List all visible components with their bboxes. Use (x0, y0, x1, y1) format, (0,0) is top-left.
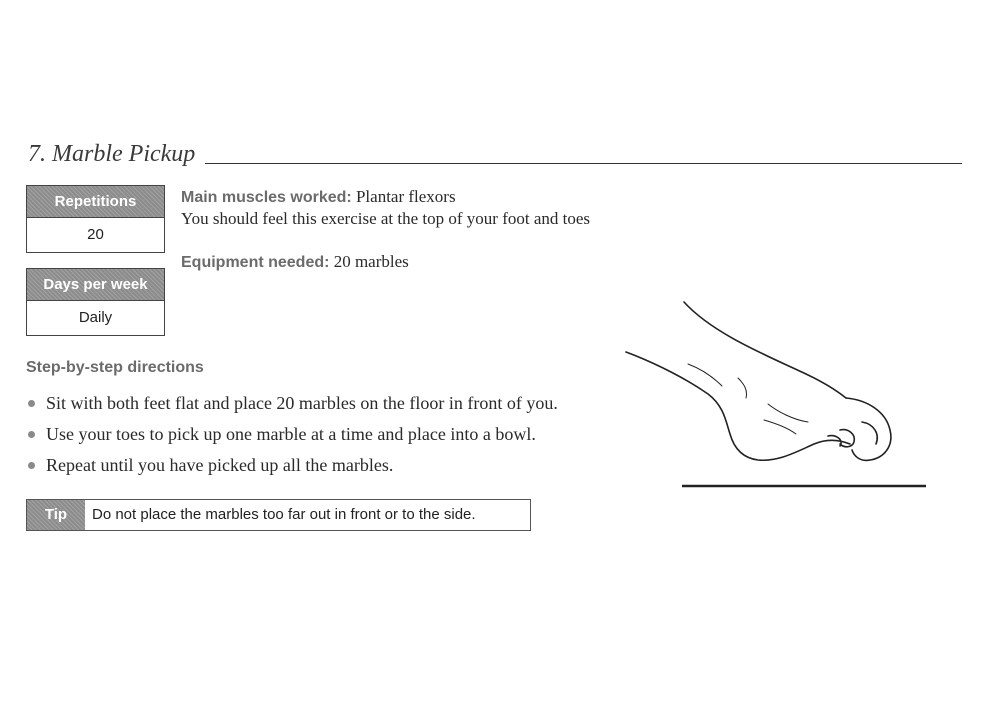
equipment-label: Equipment needed: (181, 254, 330, 271)
tip-label: Tip (27, 500, 85, 530)
equipment-value: 20 marbles (329, 252, 409, 271)
days-per-week-box (26, 268, 165, 336)
muscles-value: Plantar flexors (351, 187, 456, 206)
bullet-icon (28, 431, 35, 438)
repetitions-label: Repetitions (27, 186, 164, 217)
directions-list (26, 390, 558, 483)
equipment-info (181, 251, 409, 273)
foot-curling-toes-illustration (618, 294, 936, 494)
directions-heading: Step-by-step directions (26, 359, 204, 376)
page-title: 7. Marble Pickup (28, 141, 196, 167)
days-per-week-value: Daily (27, 300, 164, 335)
repetitions-value: 20 (27, 217, 164, 252)
step-text: Use your toes to pick up one marble at a time and place into a bowl. (46, 424, 536, 444)
days-per-week-label: Days per week (27, 269, 164, 300)
bullet-icon (28, 400, 35, 407)
tip-box (26, 499, 531, 531)
muscles-info (181, 186, 590, 229)
muscles-note: You should feel this exercise at the top of your foot and toes (181, 209, 591, 228)
bullet-icon (28, 462, 35, 469)
step-text: Repeat until you have picked up all the marbles. (46, 455, 394, 475)
muscles-label: Main muscles worked: (181, 189, 352, 206)
title-rule (205, 163, 962, 164)
list-item (26, 421, 558, 452)
repetitions-box (26, 185, 165, 253)
list-item (26, 390, 558, 421)
step-text: Sit with both feet flat and place 20 marbles on the floor in front of you. (46, 393, 558, 413)
tip-text: Do not place the marbles too far out in front or to the side. (92, 506, 476, 523)
list-item (26, 452, 558, 483)
